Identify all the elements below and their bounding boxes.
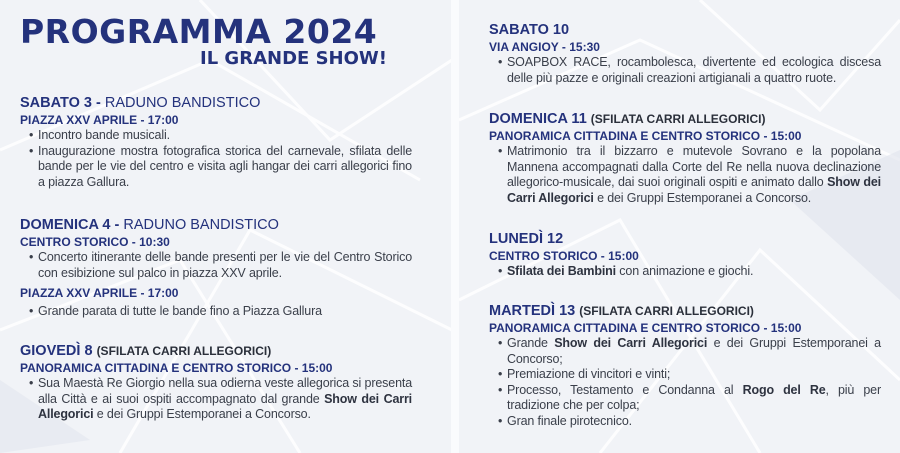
- event-sabato-10: [489, 21, 881, 86]
- list-item: • Sfilata dei Bambini con animazione e giochi.: [489, 264, 881, 280]
- event-place: CENTRO STORICO - 10:30: [20, 235, 170, 249]
- event-place: PIAZZA XXV APRILE - 17:00: [20, 286, 179, 300]
- column-divider: [451, 0, 459, 453]
- event-day: GIOVEDÌ 8 (SFILATA CARRI ALLEGORICI): [20, 343, 272, 359]
- event-place: PIAZZA XXV APRILE - 17:00: [20, 113, 179, 127]
- list-item: • Incontro bande musicali.: [20, 128, 412, 144]
- list-item: • Grande parata di tutte le bande fino a Piazza Gallura: [20, 304, 412, 320]
- list-item: • Matrimonio tra il bizzarro e mutevole Sovrano e la popolana Mannena accompagnati dalla Corte del Re nella nuova declinazione allegorico-musicale, dai suoi originali ospiti e animato dallo Show dei Carri Allegorici e dei Gruppi Estemporanei a Concorso.: [489, 144, 881, 206]
- event-lunedi-12: [489, 230, 881, 280]
- event-sabato-3: [20, 94, 412, 190]
- event-domenica-11: [489, 110, 881, 206]
- event-martedi-13: [489, 302, 881, 429]
- list-item: • Sua Maestà Re Giorgio nella sua odierna veste allegorica si presenta alla Città e ai suoi ospiti accompagnato dal grande Show dei Carri Allegorici e dei Gruppi Estemporanei a Concorso.: [20, 376, 412, 423]
- event-day: LUNEDÌ 12: [489, 231, 564, 247]
- list-item: • Gran finale pirotecnico.: [489, 414, 881, 430]
- list-item: • Processo, Testamento e Condanna al Rogo del Re, più per tradizione che per colpa;: [489, 383, 881, 414]
- event-giovedi-8: [20, 342, 412, 423]
- event-place: PANORAMICA CITTADINA E CENTRO STORICO - 15:00: [20, 361, 333, 375]
- event-place: CENTRO STORICO - 15:00: [489, 249, 639, 263]
- page-title: PROGRAMMA 2024: [20, 12, 378, 51]
- event-domenica-4: [20, 216, 412, 320]
- list-item: • SOAPBOX RACE, rocambolesca, divertente ed ecologica discesa delle più pazze e originali creazioni artigianali a quattro ruote.: [489, 55, 881, 86]
- event-day: SABATO 3 - RADUNO BANDISTICO: [20, 95, 261, 111]
- list-item: • Premiazione di vincitori e vinti;: [489, 367, 881, 383]
- event-day: DOMENICA 4 - RADUNO BANDISTICO: [20, 217, 279, 233]
- page-subtitle: IL GRANDE SHOW!: [200, 48, 387, 69]
- event-day: MARTEDÌ 13 (SFILATA CARRI ALLEGORICI): [489, 303, 754, 319]
- event-day: DOMENICA 11 (SFILATA CARRI ALLEGORICI): [489, 111, 766, 127]
- event-place: PANORAMICA CITTADINA E CENTRO STORICO - 15:00: [489, 321, 802, 335]
- list-item: • Inaugurazione mostra fotografica storica del carnevale, sfilata delle bande per le vie del centro e visita agli hangar dei carri allegorici fino a piazza Gallura.: [20, 144, 412, 191]
- list-item: • Concerto itinerante delle bande presenti per le vie del Centro Storico con esibizione sul palco in piazza XXV aprile.: [20, 250, 412, 281]
- event-day: SABATO 10: [489, 22, 570, 38]
- event-place: PANORAMICA CITTADINA E CENTRO STORICO - 15:00: [489, 129, 802, 143]
- list-item: • Grande Show dei Carri Allegorici e dei Gruppi Estemporanei a Concorso;: [489, 336, 881, 367]
- event-place: VIA ANGIOY - 15:30: [489, 40, 600, 54]
